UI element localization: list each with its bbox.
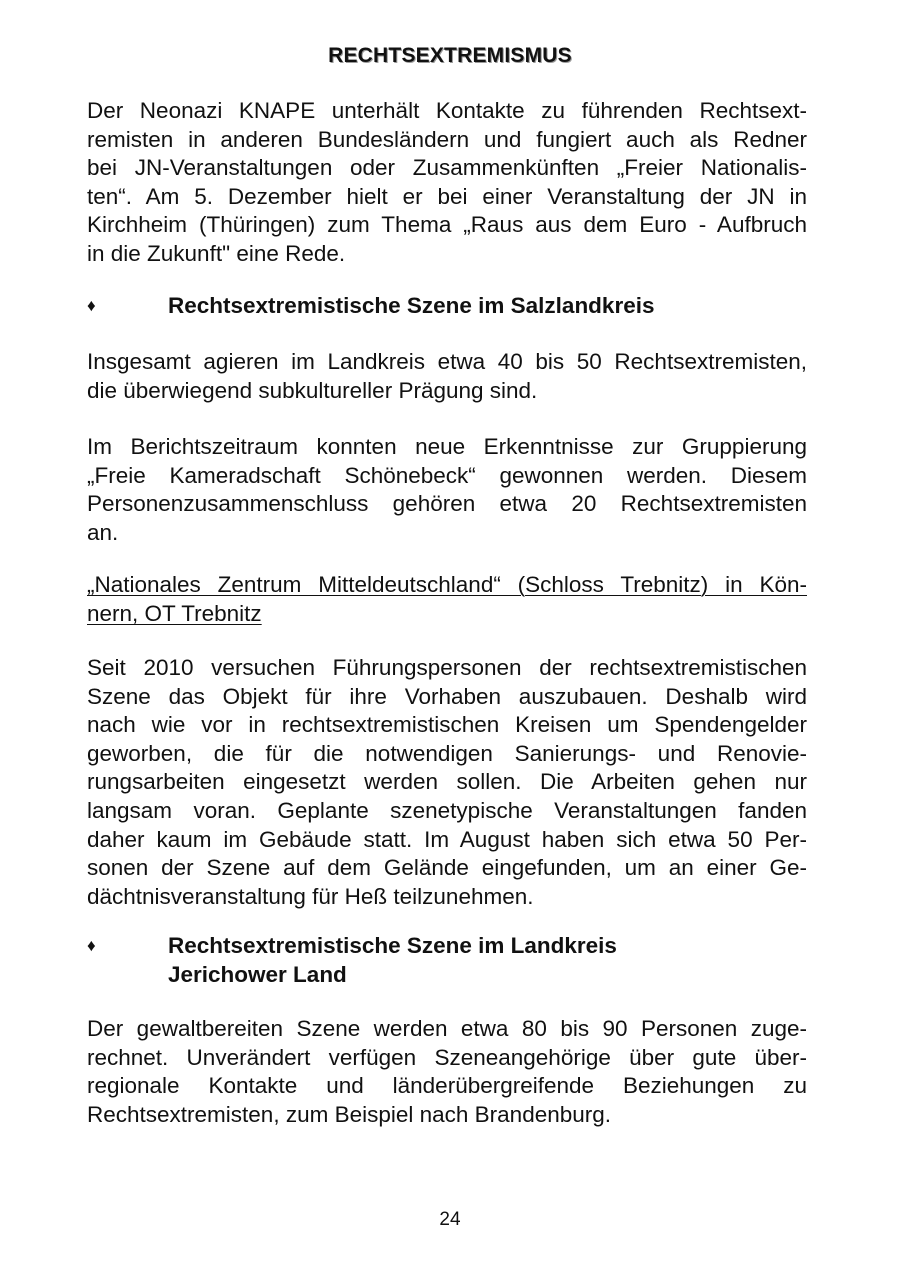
text-line: in die Zukunft" eine Rede. (87, 240, 346, 266)
text-line: langsam voran. Geplante szenetypische Veranstaltungen fanden (87, 797, 807, 823)
paragraph-knape (87, 97, 807, 269)
paragraph-kameradschaft (87, 433, 807, 547)
text-line: rechnet. Unverändert verfügen Szeneangehörige über gute über- (87, 1044, 807, 1070)
heading-line: Rechtsextremistische Szene im Salzlandkreis (168, 293, 655, 318)
text-line: an. (87, 519, 119, 545)
text-line: Insgesamt agieren im Landkreis etwa 40 bis 50 Rechtsextremisten, (87, 349, 807, 374)
text-line: die überwiegend subkultureller Prägung sind. (87, 377, 538, 403)
text-line: geworben, die für die notwendigen Sanierungs- und Renovie- (87, 740, 807, 766)
paragraph-schloss-trebnitz (87, 654, 807, 911)
paragraph-gewaltbereite-szene (87, 1015, 807, 1129)
paragraph-salzlandkreis-count (87, 348, 807, 405)
text-line: ten“. Am 5. Dezember hielt er bei einer Veranstaltung der JN in (87, 183, 807, 209)
text-line: Seit 2010 versuchen Führungspersonen der rechtsextremistischen (87, 655, 807, 680)
text-line: daher kaum im Gebäude statt. Im August haben sich etwa 50 Per- (87, 826, 807, 852)
text-line: Kirchheim (Thüringen) zum Thema „Raus aus dem Euro - Aufbruch (87, 212, 807, 238)
heading-line: Rechtsextremistische Szene im Landkreis (168, 933, 617, 958)
text-line: „Freie Kameradschaft Schönebeck“ gewonnen werden. Diesem (87, 462, 807, 488)
page-header-title: RECHTSEXTREMISMUS (328, 44, 572, 67)
text-line: remisten in anderen Bundesländern und fungiert auch als Redner (87, 126, 807, 152)
diamond-bullet-icon: ♦ (87, 296, 96, 315)
text-line: rungsarbeiten eingesetzt werden sollen. Die Arbeiten gehen nur (87, 769, 807, 795)
text-line: Personenzusammenschluss gehören etwa 20 Rechtsextremisten (87, 491, 807, 517)
diamond-bullet-icon: ♦ (87, 936, 96, 955)
page-number: 24 (439, 1209, 461, 1230)
text-line: sonen der Szene auf dem Gelände eingefunden, um an einer Ge- (87, 855, 807, 881)
text-line: Szene das Objekt für ihre Vorhaben auszubauen. Deshalb wird (87, 683, 807, 709)
text-line: Im Berichtszeitraum konnten neue Erkenntnisse zur Gruppierung (87, 434, 807, 459)
subheading-line: „Nationales Zentrum Mitteldeutschland“ (Schloss Trebnitz) in Kön- (87, 572, 807, 597)
text-line: nach wie vor in rechtsextremistischen Kreisen um Spendengelder (87, 712, 807, 738)
subheading-nationales-zentrum (87, 571, 807, 628)
text-line: Der gewaltbereiten Szene werden etwa 80 bis 90 Personen zuge- (87, 1016, 807, 1041)
text-line: bei JN-Veranstaltungen oder Zusammenkünften „Freier Nationalis- (87, 155, 807, 181)
text-line: dächtnisveranstaltung für Heß teilzunehmen. (87, 883, 534, 909)
text-line: Rechtsextremisten, zum Beispiel nach Brandenburg. (87, 1101, 612, 1127)
heading-line: Jerichower Land (168, 961, 347, 987)
subheading-line: nern, OT Trebnitz (87, 600, 262, 626)
text-line: regionale Kontakte und länderübergreifende Beziehungen zu (87, 1073, 807, 1099)
text-line: Der Neonazi KNAPE unterhält Kontakte zu führenden Rechtsext- (87, 98, 807, 123)
